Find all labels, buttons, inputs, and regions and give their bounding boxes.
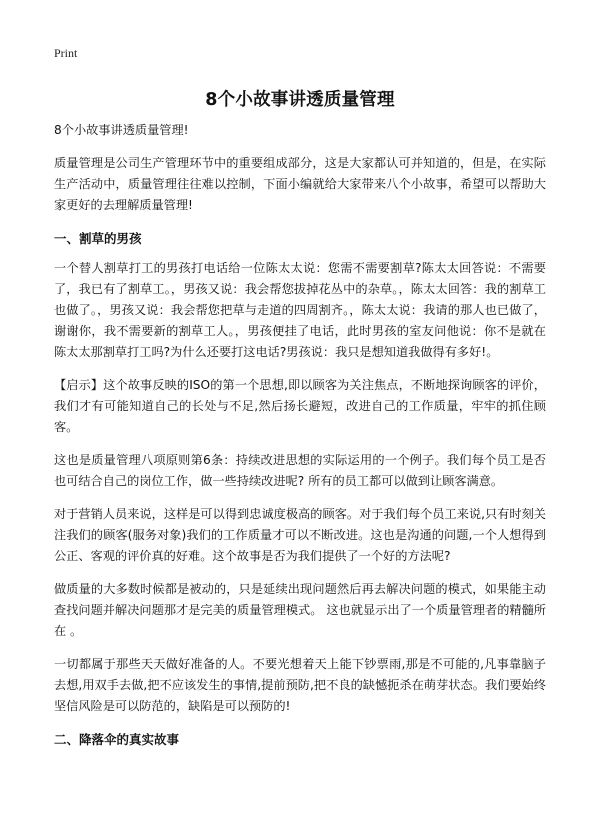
paragraph-intro: 质量管理是公司生产管理环节中的重要组成部分，这是大家都认可并知道的，但是，在实际生产活动中，质量管理往往难以控制，下面小编就给大家带来八个小故事，希望可以帮助大家更好的去理解质量管理! xyxy=(54,156,546,212)
paragraph-passive-quality: 做质量的大多数时候都是被动的，只是延续出现问题然后再去解决问题的模式，如果能主动查找问题并解决问题那才是完美的质量管理模式。 这也就显示出了一个质量管理者的精髓所在 。 xyxy=(54,582,546,638)
section-heading-2: 二、降落伞的真实故事 xyxy=(54,732,180,747)
section-heading-1: 一、割草的男孩 xyxy=(54,231,142,246)
paragraph-story-1: 一个替人割草打工的男孩打电话给一位陈太太说：您需不需要割草?陈太太回答说：不需要了，我已有了割草工。，男孩又说：我会帮您拔掉花丛中的杂草。，陈太太回答：我的割草工也做了。，男孩又说：我会帮您把草与走道的四周割齐。，陈太太说：我请的那人也已做了，谢谢你，我不需要新的割草工人。，男孩便挂了电话，此时男孩的室友问他说：你不是就在陈太太那割草打工吗?为什么还要打这电话?男孩说：我只是想知道我做得有多好!。 xyxy=(54,261,546,359)
paragraph-marketing: 对于营销人员来说，这样是可以得到忠诚度极高的顾客。对于我们每个员工来说,只有时刻关注我们的顾客(服务对象)我们的工作质量才可以不断改进。这也是沟通的问题,一个人想得到公正、客观的评价真的好难。这个故事是否为我们提供了一个好的方法呢? xyxy=(54,507,546,563)
article-body xyxy=(54,120,546,759)
paragraph-principle: 这也是质量管理八项原则第6条：持续改进思想的实际运用的一个例子。我们每个员工是否也可结合自己的岗位工作，做一些持续改进呢? 所有的员工都可以做到让顾客满意。 xyxy=(54,453,546,488)
page-title: 8个小故事讲透质量管理 xyxy=(205,90,395,110)
print-link[interactable]: Print xyxy=(54,46,78,60)
paragraph-prevention: 一切都属于那些天天做好准备的人。不要光想着天上能下钞票雨,那是不可能的,凡事靠脑子去想,用双手去做,把不应该发生的事情,提前预防,把不良的缺憾扼杀在萌芽状态。我们要始终坚信风险是可以防范的，缺陷是可以预防的! xyxy=(54,657,546,713)
paragraph-insight: 【启示】这个故事反映的ISO的第一个思想,即以顾客为关注焦点，不断地探询顾客的评价，我们才有可能知道自己的长处与不足,然后扬长避短，改进自己的工作质量，牢牢的抓住顾客。 xyxy=(54,378,546,434)
intro-line: 8个小故事讲透质量管理! xyxy=(54,123,189,137)
